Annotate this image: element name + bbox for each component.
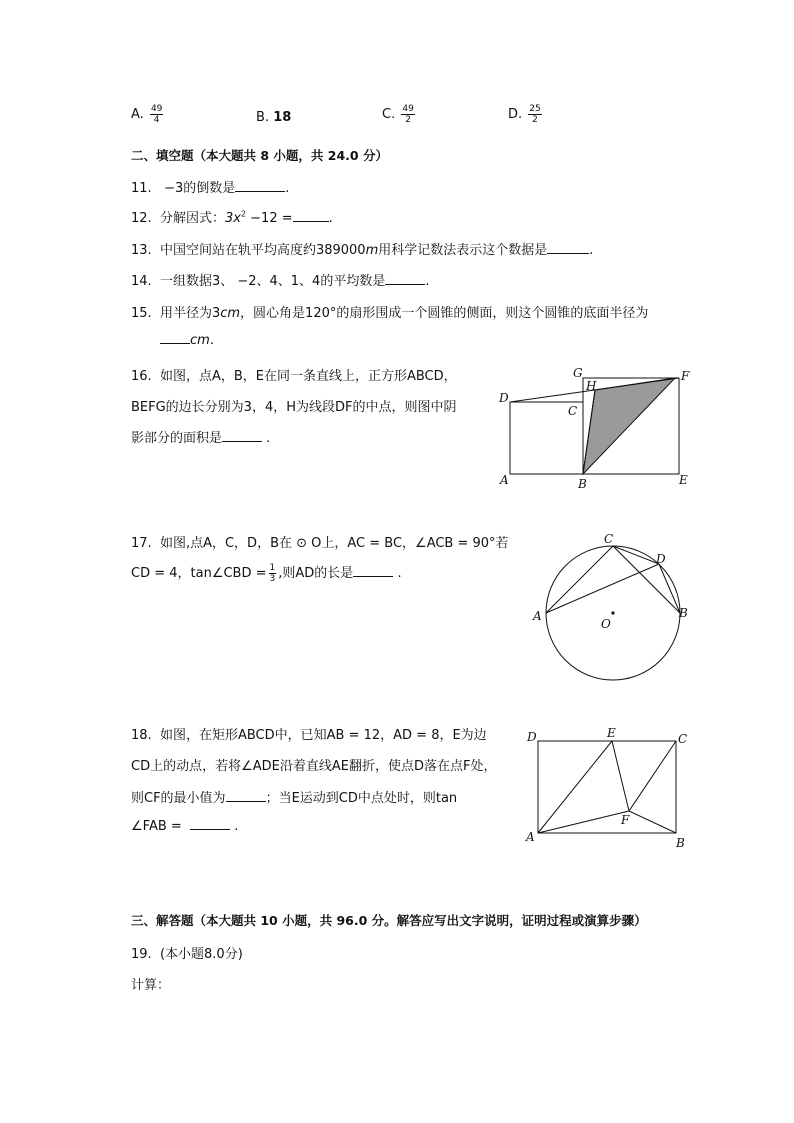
label-c: C xyxy=(568,404,578,418)
rectangle-abcd xyxy=(538,741,676,833)
calc-label: 计算： xyxy=(131,978,171,993)
question-18-line2: CD上的动点，若将∠ADE沿着直线AE翻折，使点D落在点F处， xyxy=(131,759,497,774)
option-a: A. $\frac{49}{4}$ xyxy=(131,104,163,125)
label-b: B xyxy=(578,477,587,491)
label-f: F xyxy=(681,369,690,383)
label-f: F xyxy=(621,813,630,827)
question-15-line2: cm. xyxy=(160,333,214,348)
segment-ef xyxy=(612,741,629,811)
question-16-line2: BEFG的边长分别为3，4，H为线段DF的中点，则图中阴 xyxy=(131,400,457,415)
label-d: D xyxy=(527,730,537,744)
fraction: $\frac{1}{3}$ xyxy=(269,563,276,584)
segment-db xyxy=(659,564,680,613)
label-a: A xyxy=(500,473,509,487)
label-e: E xyxy=(679,473,688,487)
question-12: 12. 分解因式：$3x^2 -12$ = . xyxy=(131,209,333,226)
option-d: D. $\frac{25}{2}$ xyxy=(508,104,541,125)
figure-18 xyxy=(522,725,697,853)
question-16-line3: 影部分的面积是 . xyxy=(131,431,271,446)
question-19: 19. (本小题8.0分) xyxy=(131,947,243,962)
question-11: 11. −3的倒数是 . xyxy=(131,181,290,196)
option-b: B. 18 xyxy=(256,110,292,125)
figure-17 xyxy=(528,530,698,685)
figure-16 xyxy=(495,362,695,492)
label-a: A xyxy=(526,830,535,844)
question-16-line1: 16. 如图，点A，B，E在同一条直线上，正方形ABCD， xyxy=(131,369,457,384)
label-o: O xyxy=(601,617,611,631)
question-17-line2: CD = 4，tan∠CBD = $\frac{1}{3}$ ,则AD的长是 . xyxy=(131,563,402,584)
fraction: $\frac{49}{4}$ xyxy=(150,104,163,125)
label-g: G xyxy=(573,366,583,380)
segment-cd xyxy=(613,546,659,564)
center-point xyxy=(611,611,614,614)
shaded-triangle xyxy=(583,378,675,474)
option-c: C. $\frac{49}{2}$ xyxy=(382,104,414,125)
question-13: 13. 中国空间站在轨平均高度约389000m用科学记数法表示这个数据是 . xyxy=(131,243,594,258)
segment-ad xyxy=(546,564,659,613)
label-a: A xyxy=(533,609,542,623)
section-heading-2: 二、填空题（本大题共 8 小题，共 24.0 分） xyxy=(131,148,388,163)
question-18-line3: 则CF的最小值为 ；当E运动到CD中点处时，则tan xyxy=(131,791,458,806)
label-d: D xyxy=(656,552,666,566)
label-e: E xyxy=(607,726,616,740)
segment-ae xyxy=(538,741,612,833)
question-15-line1: 15. 用半径为3cm，圆心角是120°的扇形围成一个圆锥的侧面，则这个圆锥的底面半径为 xyxy=(131,306,649,321)
section-heading-3: 三、解答题（本大题共 10 小题，共 96.0 分。解答应写出文字说明，证明过程或演算步骤） xyxy=(131,913,647,928)
question-18-line1: 18. 如图，在矩形ABCD中，已知AB = 12，AD = 8，E为边 xyxy=(131,728,487,743)
segment-fb xyxy=(629,811,676,833)
label-b: B xyxy=(676,836,685,850)
label-d: D xyxy=(499,391,509,405)
question-18-line4: ∠FAB = . xyxy=(131,819,239,834)
question-14: 14. 一组数据3、 −2、4、1、4的平均数是 . xyxy=(131,274,430,289)
label-c: C xyxy=(678,732,688,746)
fraction: $\frac{25}{2}$ xyxy=(529,104,541,125)
fraction: $\frac{49}{2}$ xyxy=(402,104,414,125)
label-h: H xyxy=(586,379,597,393)
segment-fc xyxy=(629,741,676,811)
label-c: C xyxy=(604,532,614,546)
segment-af xyxy=(538,811,629,833)
question-17-line1: 17. 如图,点A，C，D，B在 ⊙ O上，AC = BC，∠ACB = 90°若 xyxy=(131,536,509,551)
label-b: B xyxy=(679,606,688,620)
segment-ac xyxy=(546,546,613,613)
